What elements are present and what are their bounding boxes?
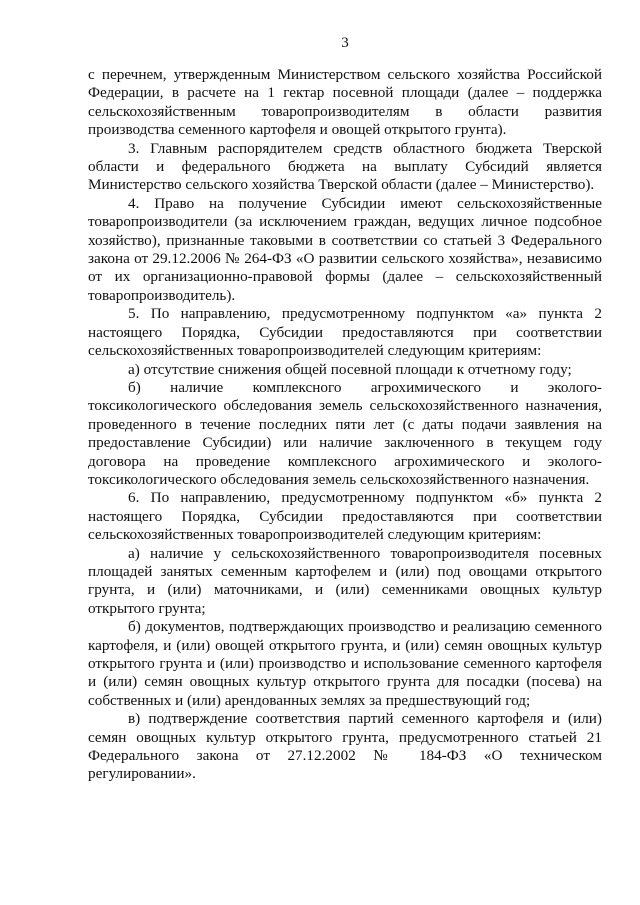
paragraph: б) наличие комплексного агрохимического и эколого-токсикологического обследования земель сельскохозяйственного назначения, проведенного в течение последних пяти лет (с даты подачи заявления на предоставление Субсидии) или наличие заключенного в текущем году договора на проведение комплексного агрохимического и эколого-токсикологического обследования земель сельскохозяйственного назначения. [88,378,602,488]
paragraph: с перечнем, утвержденным Министерством сельского хозяйства Российской Федерации, в расчете на 1 гектар посевной площади (далее – поддержка сельскохозяйственным товаропроизводителям в области развития производства семенного картофеля и овощей открытого грунта). [88,66,602,139]
paragraph: в) подтверждение соответствия партий семенного картофеля и (или) семян овощных культур открытого грунта, предусмотренного статьей 21 Федерального закона от 27.12.2002 № 184-ФЗ «О техническом регулировании». [88,710,602,783]
page-number: 3 [341,35,349,51]
paragraph: а) отсутствие снижения общей посевной площади к отчетному году; [128,360,572,378]
paragraph: 6. По направлению, предусмотренному подпунктом «б» пункта 2 настоящего Порядка, Субсидии предоставляются при соответствии сельскохозяйственных товаропроизводителей следующим критериям: [88,489,602,544]
document-body [88,66,602,784]
paragraph: 3. Главным распорядителем средств областного бюджета Тверской области и федерального бюджета на выплату Субсидий является Министерство сельского хозяйства Тверской области (далее – Министерство). [88,139,602,194]
paragraph: 4. Право на получение Субсидии имеют сельскохозяйственные товаропроизводители (за исключением граждан, ведущих личное подсобное хозяйство), признанные таковыми в соответствии со статьей 3 Федерального закона от 29.12.2006 № 264-ФЗ «О развитии сельского хозяйства», независимо от их организационно-правовой формы (далее – сельскохозяйственный товаропроизводитель). [88,194,602,304]
paragraph: 5. По направлению, предусмотренному подпунктом «а» пункта 2 настоящего Порядка, Субсидии предоставляются при соответствии сельскохозяйственных товаропроизводителей следующим критериям: [88,305,602,360]
paragraph: б) документов, подтверждающих производство и реализацию семенного картофеля, и (или) овощей открытого грунта, и (или) семян овощных культур открытого грунта и (или) производство и использование семенного картофеля и (или) семян овощных культур открытого грунта для посадки (посева) на собственных и (или) арендованных землях за предшествующий год; [88,618,602,709]
paragraph: а) наличие у сельскохозяйственного товаропроизводителя посевных площадей занятых семенным картофелем и (или) под овощами открытого грунта, и (или) маточниками, и (или) семенниками овощных культур открытого грунта; [88,544,602,617]
